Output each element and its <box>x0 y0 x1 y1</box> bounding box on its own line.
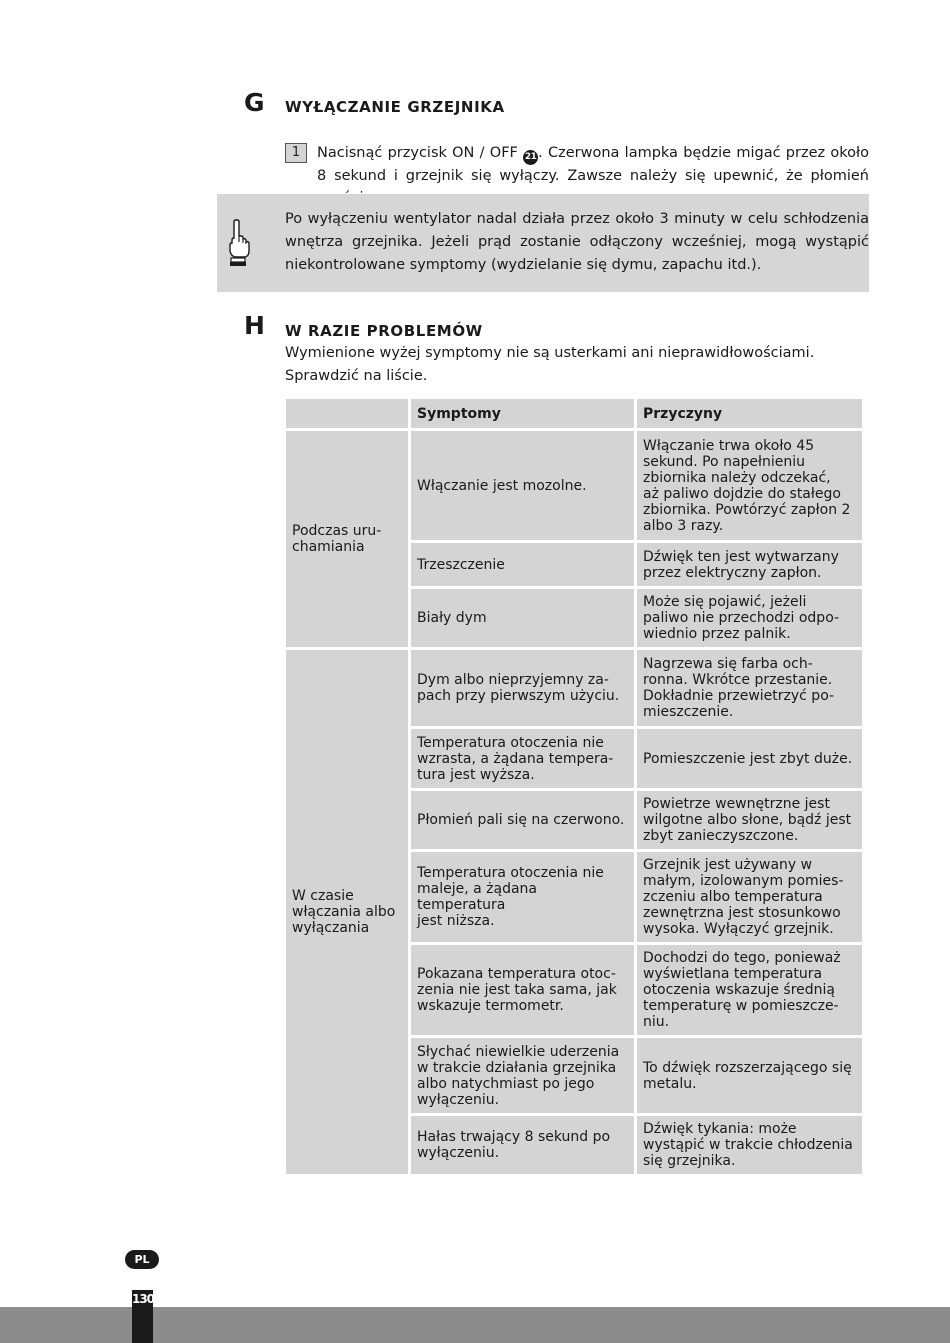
table-group-label: Podczas uru- chamiania <box>286 431 408 647</box>
step-text-before: Nacisnąć przycisk ON / OFF <box>317 145 524 161</box>
ref-number-badge: 21 <box>523 150 538 165</box>
table-cell-symptom: Trzeszczenie <box>411 543 634 586</box>
section-g-title: WYŁĄCZANIE GRZEJNIKA <box>285 98 505 116</box>
table-cell-symptom: Biały dym <box>411 589 634 647</box>
table-row <box>286 431 862 540</box>
table-cell-symptom: Słychać niewielkie uderzenia w trakcie działania grzejnika albo natychmiast po jego wyłączeniu. <box>411 1038 634 1113</box>
table-cell-symptom: Hałas trwający 8 sekund po wyłączeniu. <box>411 1116 634 1174</box>
language-badge: PL <box>125 1250 159 1269</box>
table-cell-cause: To dźwięk rozszerzającego się metalu. <box>637 1038 862 1113</box>
table-header-causes: Przyczyny <box>637 399 862 428</box>
table-header-category <box>286 399 408 428</box>
intro-line-2: Sprawdzić na liście. <box>285 368 428 384</box>
table-header-row <box>286 399 862 428</box>
table-cell-symptom: Dym albo nieprzyjemny za- pach przy pierwszym użyciu. <box>411 650 634 726</box>
table-cell-cause: Pomieszczenie jest zbyt duże. <box>637 729 862 788</box>
step-number: 1 <box>285 143 307 163</box>
note-box <box>217 194 869 292</box>
troubleshooting-table <box>283 396 865 1177</box>
table-cell-symptom: Pokazana temperatura otoc- zenia nie jest taka sama, jak wskazuje termometr. <box>411 945 634 1035</box>
section-h-title: W RAZIE PROBLEMÓW <box>285 322 483 340</box>
table-cell-symptom: Temperatura otoczenia nie maleje, a żądana temperatura jest niższa. <box>411 852 634 942</box>
intro-line-1: Wymienione wyżej symptomy nie są usterkami ani nieprawidłowościami. <box>285 345 815 361</box>
pointing-hand-icon <box>226 218 250 268</box>
table-cell-cause: Może się pojawić, jeżeli paliwo nie przechodzi odpo- wiednio przez palnik. <box>637 589 862 647</box>
table-row <box>286 650 862 726</box>
table-cell-cause: Dźwięk tykania: może wystąpić w trakcie chłodzenia się grzejnika. <box>637 1116 862 1174</box>
table-cell-cause: Grzejnik jest używany w małym, izolowanym pomies- zczeniu albo temperatura zewnętrzna jest stosunkowo wysoka. Wyłączyć grzejnik. <box>637 852 862 942</box>
table-cell-cause: Powietrze wewnętrzne jest wilgotne albo słone, bądź jest zbyt zanieczyszczone. <box>637 791 862 849</box>
section-h-letter: H <box>244 311 265 340</box>
table-group-label: W czasie włączania albo wyłączania <box>286 650 408 1174</box>
table-cell-symptom: Włączanie jest mozolne. <box>411 431 634 540</box>
note-text: Po wyłączeniu wentylator nadal działa przez około 3 minuty w celu schłodzenia wnętrza grzejnika. Jeżeli prąd zostanie odłączony wcześniej, mogą wystąpić niekontrolowane symptomy (wydzielanie się dymu, zapachu itd.). <box>285 211 869 273</box>
section-h-intro <box>285 342 865 388</box>
table-cell-symptom: Płomień pali się na czerwono. <box>411 791 634 849</box>
table-cell-cause: Dochodzi do tego, ponieważ wyświetlana temperatura otoczenia wskazuje średnią temperaturę w pomieszcze- niu. <box>637 945 862 1035</box>
table-cell-cause: Włączanie trwa około 45 sekund. Po napełnieniu zbiornika należy odczekać, aż paliwo dojdzie do stałego zbiornika. Powtórzyć zapłon 2 albo 3 razy. <box>637 431 862 540</box>
table-cell-cause: Dźwięk ten jest wytwarzany przez elektryczny zapłon. <box>637 543 862 586</box>
table-cell-symptom: Temperatura otoczenia nie wzrasta, a żądana tempera- tura jest wyższa. <box>411 729 634 788</box>
step-text-after: . Czerwona lampka będzie migać przez około 8 sekund i grzejnik się wyłączy. Zawsze należy się upewnić, że płomień <box>317 145 869 184</box>
section-g-letter: G <box>244 88 265 117</box>
table-header-symptoms: Symptomy <box>411 399 634 428</box>
table-cell-cause: Nagrzewa się farba och- ronna. Wkrótce przestanie. Dokładnie przewietrzyć po- mieszczenie. <box>637 650 862 726</box>
table-body <box>286 431 862 1174</box>
page-number: 130 <box>131 1292 155 1306</box>
